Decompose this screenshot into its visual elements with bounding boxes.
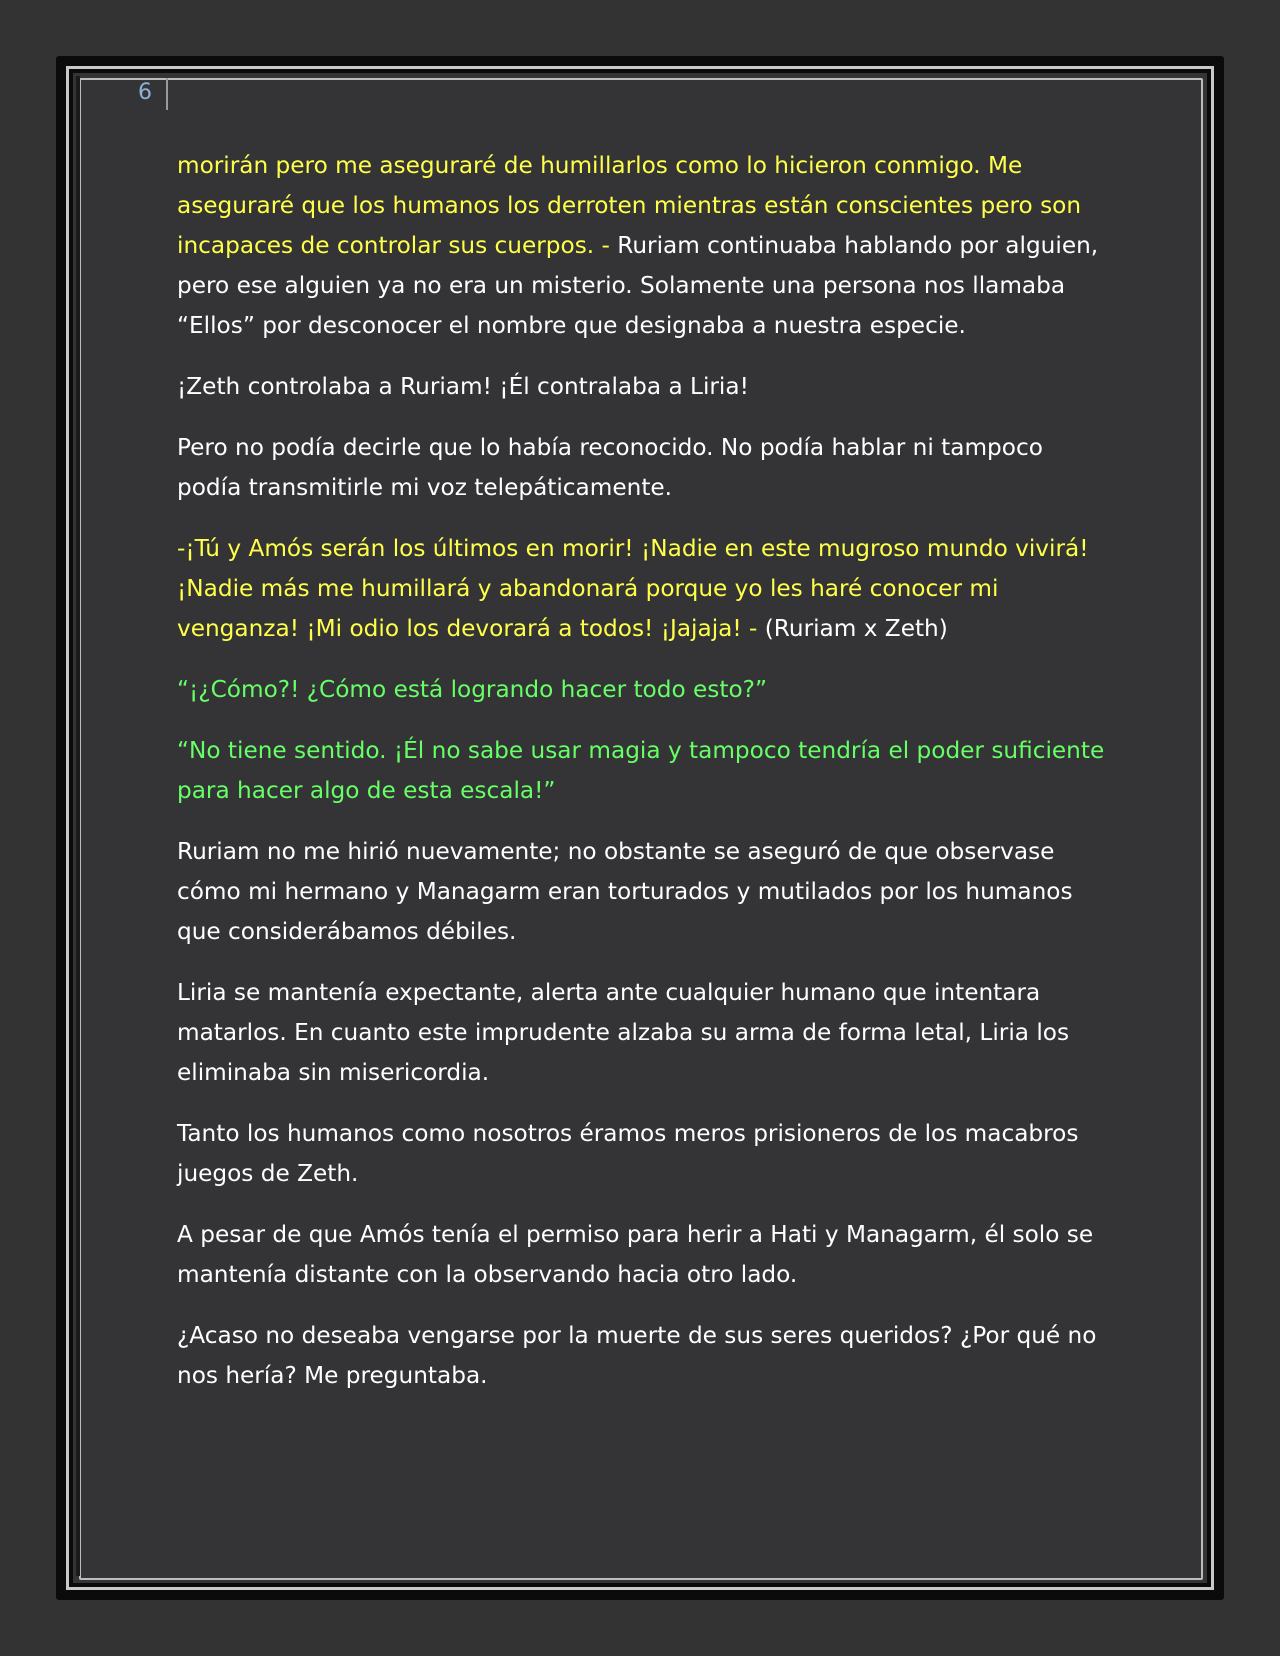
paragraph-7: Ruriam no me hirió nuevamente; no obstante se aseguró de que observase cómo mi hermano y Managarm eran torturados y mutilados por los humanos que considerábamos débiles. xyxy=(177,838,1073,945)
page-number: 6 xyxy=(138,80,152,105)
paragraph-4 xyxy=(177,529,1107,649)
paragraph-11: ¿Acaso no deseaba vengarse por la muerte de sus seres queridos? ¿Por qué no nos hería? Me preguntaba. xyxy=(177,1322,1097,1389)
dialogue-text: morirán pero me aseguraré de humillarlos como lo hicieron conmigo. Me aseguraré que los humanos los derroten mientras están conscientes pero son incapaces de controlar sus cuerpos. - xyxy=(177,152,1082,259)
page-content xyxy=(177,146,1107,1417)
paragraph-5-thought: “¡¿Cómo?! ¿Cómo está logrando hacer todo esto?” xyxy=(177,676,767,703)
narration-text: (Ruriam x Zeth) xyxy=(757,615,948,642)
page-frame-left-edge xyxy=(76,76,80,1576)
paragraph-2: ¡Zeth controlaba a Ruriam! ¡Él contralaba a Liria! xyxy=(177,373,749,400)
paragraph-6-thought: “No tiene sentido. ¡Él no sabe usar magia y tampoco tendría el poder suficiente para hacer algo de esta escala!” xyxy=(177,737,1105,804)
paragraph-10: A pesar de que Amós tenía el permiso para herir a Hati y Managarm, él solo se mantenía distante con la observando hacia otro lado. xyxy=(177,1221,1094,1288)
paragraph-9: Tanto los humanos como nosotros éramos meros prisioneros de los macabros juegos de Zeth. xyxy=(177,1120,1079,1187)
paragraph-1 xyxy=(177,146,1107,346)
dialogue-text: -¡Tú y Amós serán los últimos en morir! ¡Nadie en este mugroso mundo vivirá! ¡Nadie más me humillará y abandonará porque yo les haré conocer mi venganza! ¡Mi odio los devorará a todos! ¡Jajaja! - xyxy=(177,535,1089,642)
paragraph-8: Liria se mantenía expectante, alerta ante cualquier humano que intentara matarlos. En cuanto este imprudente alzaba su arma de forma letal, Liria los eliminaba sin misericordia. xyxy=(177,979,1070,1086)
paragraph-3: Pero no podía decirle que lo había reconocido. No podía hablar ni tampoco podía transmitirle mi voz telepáticamente. xyxy=(177,434,1043,501)
page-number-divider xyxy=(166,78,168,110)
narration-text: Ruriam continuaba hablando por alguien, pero ese alguien ya no era un misterio. Solamente una persona nos llamaba “Ellos” por desconocer el nombre que designaba a nuestra especie. xyxy=(177,232,1099,339)
